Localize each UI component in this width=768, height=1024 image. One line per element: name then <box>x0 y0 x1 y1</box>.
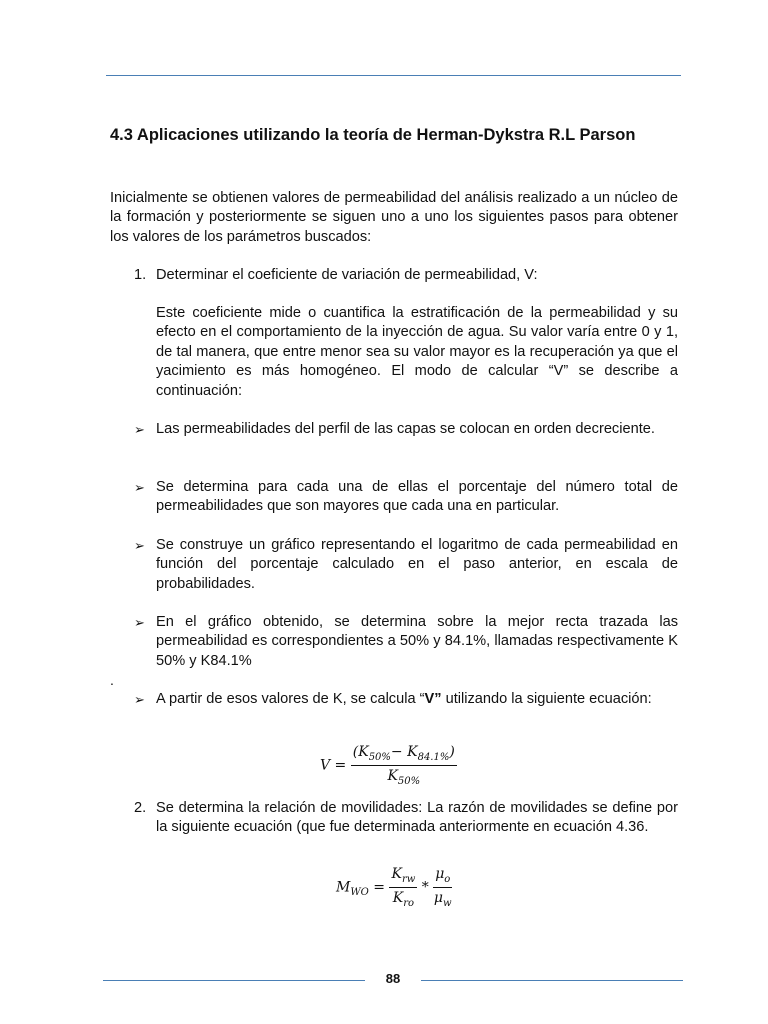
footer-rule-left <box>103 980 365 981</box>
arrowhead-bullet-icon: ➢ <box>134 692 145 707</box>
page-number: 88 <box>385 971 401 986</box>
arrowhead-bullet-icon: ➢ <box>134 615 145 630</box>
arrowhead-bullet-icon: ➢ <box>134 538 145 553</box>
arrowhead-bullet-icon: ➢ <box>134 422 145 437</box>
equation-v: V = $\frac{(K_{50\%}- K_{84.1\%})}{K_{50\%}}$ <box>320 744 455 787</box>
step-1-title: Determinar el coeficiente de variación de permeabilidad, V: <box>156 267 538 283</box>
header-rule <box>106 75 681 76</box>
step-2-text: Se determina la relación de movilidades: La razón de movilidades se define por la siguiente ecuación (que fue determinada anteriormente en ecuación 4.36. <box>156 800 678 836</box>
intro-paragraph: Inicialmente se obtienen valores de permeabilidad del análisis realizado a un núcleo de la formación y posteriormente se siguen uno a uno los siguientes pasos para obtener los valores de los parámetros buscados: <box>110 190 678 245</box>
bullet-item-v-formula: A partir de esos valores de K, se calcula “V” utilizando la siguiente ecuación: <box>156 691 652 707</box>
stray-dot: . <box>110 672 114 688</box>
bullet-item: En el gráfico obtenido, se determina sobre la mejor recta trazada las permeabilidad es correspondientes a 50% y 84.1%, llamadas respectivamente K 50% y K84.1% <box>156 614 678 669</box>
equation-mobility: $M_{WO}$ = $\frac{K_{rw}}{K_{ro}}$ * $\frac{\mu_o}{\mu_w}$ <box>336 866 452 909</box>
bullet-item: Se determina para cada una de ellas el porcentaje del número total de permeabilidades que son mayores que cada una en particular. <box>156 479 678 515</box>
bullet-item: Se construye un gráfico representando el logaritmo de cada permeabilidad en función del porcentaje calculado en el paso anterior, en escala de probabilidades. <box>156 537 678 592</box>
step-2-number: 2. <box>134 800 147 816</box>
arrowhead-bullet-icon: ➢ <box>134 480 145 495</box>
step-1-number: 1. <box>134 267 147 283</box>
step-1-description: Este coeficiente mide o cuantifica la estratificación de la permeabilidad y su efecto en el comportamiento de la inyección de agua. Su valor varía entre 0 y 1, de tal manera, que entre menor sea su valor mayor es la recuperación ya que el yacimiento es más homogéneo. El modo de calcular “V” se describe a continuación: <box>156 305 678 399</box>
bullet-item: Las permeabilidades del perfil de las capas se colocan en orden decreciente. <box>156 421 655 437</box>
section-heading: 4.3 Aplicaciones utilizando la teoría de Herman-Dykstra R.L Parson <box>110 126 636 144</box>
footer-rule-right <box>421 980 683 981</box>
